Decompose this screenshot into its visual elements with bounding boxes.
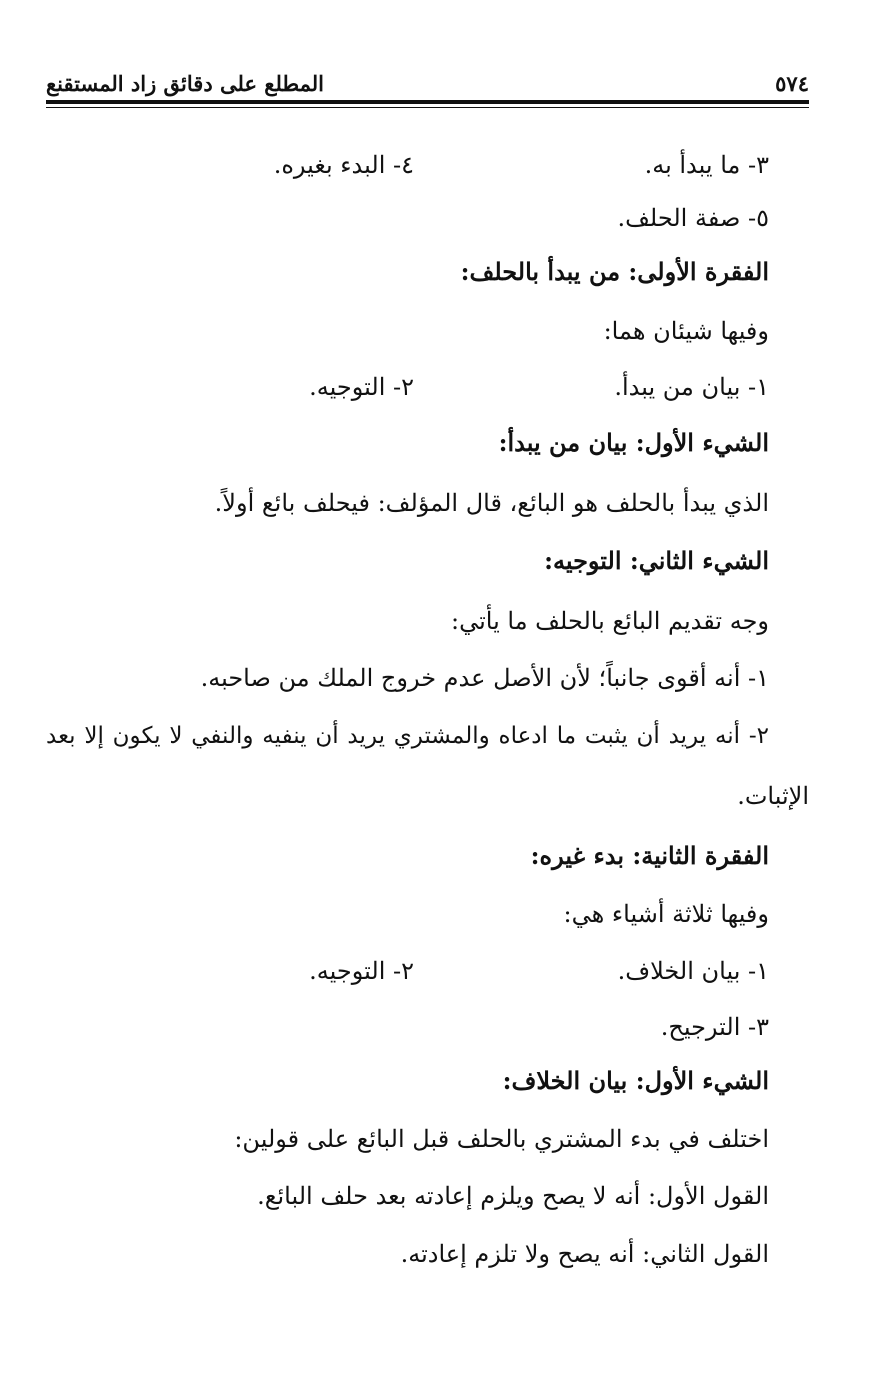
paragraph-line: الإثبات. — [737, 782, 809, 810]
paragraph-line: الذي يبدأ بالحلف هو البائع، قال المؤلف: فيحلف بائع أولاً. — [214, 489, 769, 517]
list-row — [269, 956, 769, 986]
paragraph-line: وفيها شيئان هما: — [603, 317, 769, 345]
book-title: المطلع على دقائق زاد المستقنع — [46, 71, 325, 96]
section-heading: الفقرة الأولى: من يبدأ بالحلف: — [460, 257, 769, 286]
header-rule-thick — [46, 100, 809, 104]
list-row — [269, 372, 769, 402]
page-number: ٥٧٤ — [775, 71, 809, 96]
list-item: ٣- ما يبدأ به. — [644, 151, 769, 179]
list-row — [269, 150, 769, 180]
paragraph-line: القول الأول: أنه لا يصح ويلزم إعادته بعد حلف البائع. — [257, 1182, 769, 1210]
list-item: ٤- البدء بغيره. — [273, 151, 414, 179]
subsection-heading: الشيء الأول: بيان من يبدأ: — [498, 428, 769, 457]
paragraph-line: وفيها ثلاثة أشياء هي: — [563, 900, 769, 928]
list-item: ١- بيان الخلاف. — [617, 957, 769, 985]
list-item: ٢- التوجيه. — [309, 957, 414, 985]
subsection-heading: الشيء الثاني: التوجيه: — [544, 546, 769, 575]
header-rule-thin — [46, 107, 809, 108]
paragraph-line: وجه تقديم البائع بالحلف ما يأتي: — [450, 607, 769, 635]
running-header — [46, 60, 809, 96]
list-item: ٥- صفة الحلف. — [617, 204, 769, 232]
paragraph-line: ٢- أنه يريد أن يثبت ما ادعاه والمشتري يريد أن ينفيه والنفي لا يكون إلا بعد — [46, 723, 769, 749]
paragraph-line: ١- أنه أقوى جانباً؛ لأن الأصل عدم خروج الملك من صاحبه. — [200, 664, 769, 692]
subsection-heading: الشيء الأول: بيان الخلاف: — [502, 1066, 769, 1095]
section-heading: الفقرة الثانية: بدء غيره: — [530, 841, 769, 870]
list-item: ٢- التوجيه. — [309, 373, 414, 401]
list-item: ١- بيان من يبدأ. — [614, 373, 769, 401]
list-item: ٣- الترجيح. — [660, 1013, 769, 1041]
paragraph-line: القول الثاني: أنه يصح ولا تلزم إعادته. — [400, 1240, 769, 1268]
paragraph-line: اختلف في بدء المشتري بالحلف قبل البائع على قولين: — [234, 1125, 769, 1153]
